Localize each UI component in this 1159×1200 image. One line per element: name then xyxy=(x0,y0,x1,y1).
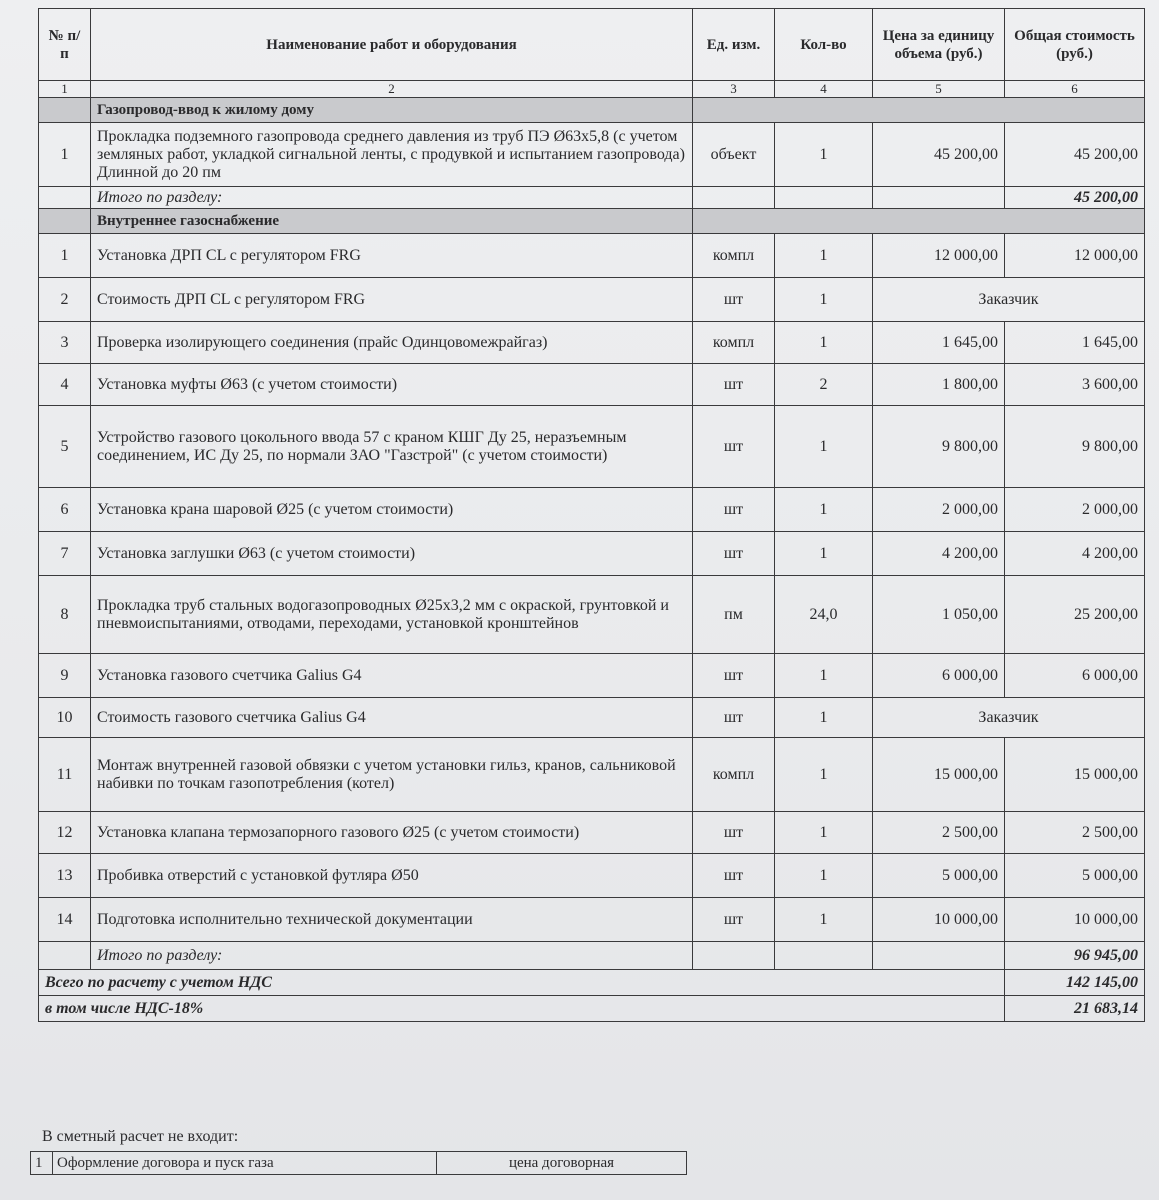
table-row xyxy=(39,406,1145,488)
section-title: Внутреннее газоснабжение xyxy=(91,209,693,234)
table-row xyxy=(39,532,1145,576)
row-qty: 1 xyxy=(775,698,873,738)
row-total: 1 645,00 xyxy=(1005,322,1145,364)
row-qty: 1 xyxy=(775,123,873,187)
row-price: 10 000,00 xyxy=(873,898,1005,942)
row-name: Проверка изолирующего соединения (прайс Одинцовомежрайгаз) xyxy=(91,322,693,364)
column-number: 6 xyxy=(1005,81,1145,98)
row-number: 14 xyxy=(39,898,91,942)
section-fill xyxy=(693,98,1145,123)
row-name: Монтаж внутренней газовой обвязки с учетом установки гильз, кранов, сальниковой набивки по точкам газопотребления (котел) xyxy=(91,738,693,812)
section-num xyxy=(39,98,91,123)
row-qty: 1 xyxy=(775,898,873,942)
subtotal-row xyxy=(39,187,1145,209)
row-number: 3 xyxy=(39,322,91,364)
row-name: Стоимость газового счетчика Galius G4 xyxy=(91,698,693,738)
row-name: Устройство газового цокольного ввода 57 с краном КШГ Ду 25, неразъемным соединением, ИС Ду 25, по нормали ЗАО "Газстрой" (с учетом стоимости) xyxy=(91,406,693,488)
column-number: 1 xyxy=(39,81,91,98)
row-number: 6 xyxy=(39,488,91,532)
row-price: 6 000,00 xyxy=(873,654,1005,698)
excluded-row xyxy=(31,1152,687,1175)
subtotal-empty xyxy=(693,187,775,209)
row-unit: шт xyxy=(693,488,775,532)
vat-row-label: в том числе НДС-18% xyxy=(39,996,1005,1022)
table-row xyxy=(39,698,1145,738)
row-price: 1 800,00 xyxy=(873,364,1005,406)
column-number: 4 xyxy=(775,81,873,98)
row-total: 6 000,00 xyxy=(1005,654,1145,698)
header-name: Наименование работ и оборудования xyxy=(91,9,693,81)
vat-row xyxy=(39,996,1145,1022)
subtotal-num xyxy=(39,942,91,970)
row-price: 45 200,00 xyxy=(873,123,1005,187)
row-name: Прокладка подземного газопровода среднего давления из труб ПЭ Ø63х5,8 (с учетом земляных работ, укладкой сигнальной ленты, с продувкой и испытанием газопровода) Длинной до 20 пм xyxy=(91,123,693,187)
grand-total-row xyxy=(39,970,1145,996)
table-row xyxy=(39,322,1145,364)
row-total: 2 500,00 xyxy=(1005,812,1145,854)
row-name: Установка муфты Ø63 (с учетом стоимости) xyxy=(91,364,693,406)
row-price: 15 000,00 xyxy=(873,738,1005,812)
row-unit: компл xyxy=(693,322,775,364)
column-number-row xyxy=(39,81,1145,98)
row-total: 15 000,00 xyxy=(1005,738,1145,812)
row-unit: шт xyxy=(693,406,775,488)
header-num: № п/п xyxy=(39,9,91,81)
table-row xyxy=(39,123,1145,187)
row-price: 2 000,00 xyxy=(873,488,1005,532)
row-total: 3 600,00 xyxy=(1005,364,1145,406)
row-qty: 1 xyxy=(775,854,873,898)
section-num xyxy=(39,209,91,234)
row-unit: пм xyxy=(693,576,775,654)
table-row xyxy=(39,898,1145,942)
row-number: 2 xyxy=(39,278,91,322)
row-total: 9 800,00 xyxy=(1005,406,1145,488)
excluded-value: цена договорная xyxy=(437,1152,687,1175)
header-row xyxy=(39,9,1145,81)
header-unit: Ед. изм. xyxy=(693,9,775,81)
row-price: 2 500,00 xyxy=(873,812,1005,854)
row-unit: шт xyxy=(693,898,775,942)
row-total: 25 200,00 xyxy=(1005,576,1145,654)
column-number: 3 xyxy=(693,81,775,98)
row-qty: 1 xyxy=(775,532,873,576)
row-price: 4 200,00 xyxy=(873,532,1005,576)
row-qty: 1 xyxy=(775,234,873,278)
table-row xyxy=(39,234,1145,278)
row-qty: 1 xyxy=(775,406,873,488)
excluded-table xyxy=(30,1151,687,1175)
row-number: 1 xyxy=(39,234,91,278)
row-unit: шт xyxy=(693,364,775,406)
section-header xyxy=(39,98,1145,123)
row-number: 11 xyxy=(39,738,91,812)
subtotal-row xyxy=(39,942,1145,970)
table-row xyxy=(39,278,1145,322)
subtotal-value: 45 200,00 xyxy=(1005,187,1145,209)
row-name: Прокладка труб стальных водогазопроводных Ø25х3,2 мм с окраской, грунтовкой и пневмоиспытаниями, отводами, переходами, установкой кронштейнов xyxy=(91,576,693,654)
row-unit: шт xyxy=(693,278,775,322)
row-qty: 1 xyxy=(775,278,873,322)
subtotal-empty xyxy=(873,187,1005,209)
row-price: 12 000,00 xyxy=(873,234,1005,278)
section-fill xyxy=(693,209,1145,234)
grand-total-row-label: Всего по расчету с учетом НДС xyxy=(39,970,1005,996)
row-name: Стоимость ДРП CL с регулятором FRG xyxy=(91,278,693,322)
row-unit: шт xyxy=(693,812,775,854)
row-number: 9 xyxy=(39,654,91,698)
row-number: 8 xyxy=(39,576,91,654)
row-qty: 24,0 xyxy=(775,576,873,654)
header-total: Общая стоимость (руб.) xyxy=(1005,9,1145,81)
excluded-name: Оформление договора и пуск газа xyxy=(53,1152,437,1175)
vat-row-value: 21 683,14 xyxy=(1005,996,1145,1022)
row-number: 7 xyxy=(39,532,91,576)
row-number: 10 xyxy=(39,698,91,738)
table-row xyxy=(39,854,1145,898)
row-name: Установка ДРП CL с регулятором FRG xyxy=(91,234,693,278)
row-name: Установка газового счетчика Galius G4 xyxy=(91,654,693,698)
row-number: 5 xyxy=(39,406,91,488)
row-number: 1 xyxy=(39,123,91,187)
subtotal-num xyxy=(39,187,91,209)
table-row xyxy=(39,488,1145,532)
row-qty: 1 xyxy=(775,322,873,364)
subtotal-empty xyxy=(775,942,873,970)
row-name: Установка заглушки Ø63 (с учетом стоимости) xyxy=(91,532,693,576)
table-row xyxy=(39,576,1145,654)
excluded-num: 1 xyxy=(31,1152,53,1175)
subtotal-empty xyxy=(873,942,1005,970)
estimate-table xyxy=(38,8,1145,1022)
row-customer: Заказчик xyxy=(873,278,1145,322)
row-total: 45 200,00 xyxy=(1005,123,1145,187)
row-unit: объект xyxy=(693,123,775,187)
subtotal-empty xyxy=(693,942,775,970)
row-total: 10 000,00 xyxy=(1005,898,1145,942)
row-total: 5 000,00 xyxy=(1005,854,1145,898)
row-qty: 1 xyxy=(775,812,873,854)
row-total: 2 000,00 xyxy=(1005,488,1145,532)
header-price: Цена за единицу объема (руб.) xyxy=(873,9,1005,81)
row-unit: шт xyxy=(693,654,775,698)
row-qty: 1 xyxy=(775,488,873,532)
table-row xyxy=(39,738,1145,812)
row-name: Установка крана шаровой Ø25 (с учетом стоимости) xyxy=(91,488,693,532)
column-number: 5 xyxy=(873,81,1005,98)
row-qty: 1 xyxy=(775,738,873,812)
row-qty: 2 xyxy=(775,364,873,406)
table-row xyxy=(39,812,1145,854)
row-price: 1 050,00 xyxy=(873,576,1005,654)
row-total: 4 200,00 xyxy=(1005,532,1145,576)
row-name: Подготовка исполнительно технической документации xyxy=(91,898,693,942)
row-unit: шт xyxy=(693,532,775,576)
row-price: 1 645,00 xyxy=(873,322,1005,364)
row-total: 12 000,00 xyxy=(1005,234,1145,278)
row-unit: компл xyxy=(693,738,775,812)
row-price: 9 800,00 xyxy=(873,406,1005,488)
subtotal-value: 96 945,00 xyxy=(1005,942,1145,970)
subtotal-label: Итого по разделу: xyxy=(91,187,693,209)
table-row xyxy=(39,364,1145,406)
row-name: Пробивка отверстий с установкой футляра Ø50 xyxy=(91,854,693,898)
excluded-note: В сметный расчет не входит: xyxy=(42,1128,239,1145)
row-unit: шт xyxy=(693,854,775,898)
section-title: Газопровод-ввод к жилому дому xyxy=(91,98,693,123)
table-row xyxy=(39,654,1145,698)
header-qty: Кол-во xyxy=(775,9,873,81)
row-unit: шт xyxy=(693,698,775,738)
row-price: 5 000,00 xyxy=(873,854,1005,898)
row-number: 12 xyxy=(39,812,91,854)
section-header xyxy=(39,209,1145,234)
subtotal-label: Итого по разделу: xyxy=(91,942,693,970)
subtotal-empty xyxy=(775,187,873,209)
grand-total-row-value: 142 145,00 xyxy=(1005,970,1145,996)
row-qty: 1 xyxy=(775,654,873,698)
column-number: 2 xyxy=(91,81,693,98)
row-customer: Заказчик xyxy=(873,698,1145,738)
row-name: Установка клапана термозапорного газового Ø25 (с учетом стоимости) xyxy=(91,812,693,854)
row-unit: компл xyxy=(693,234,775,278)
row-number: 4 xyxy=(39,364,91,406)
row-number: 13 xyxy=(39,854,91,898)
